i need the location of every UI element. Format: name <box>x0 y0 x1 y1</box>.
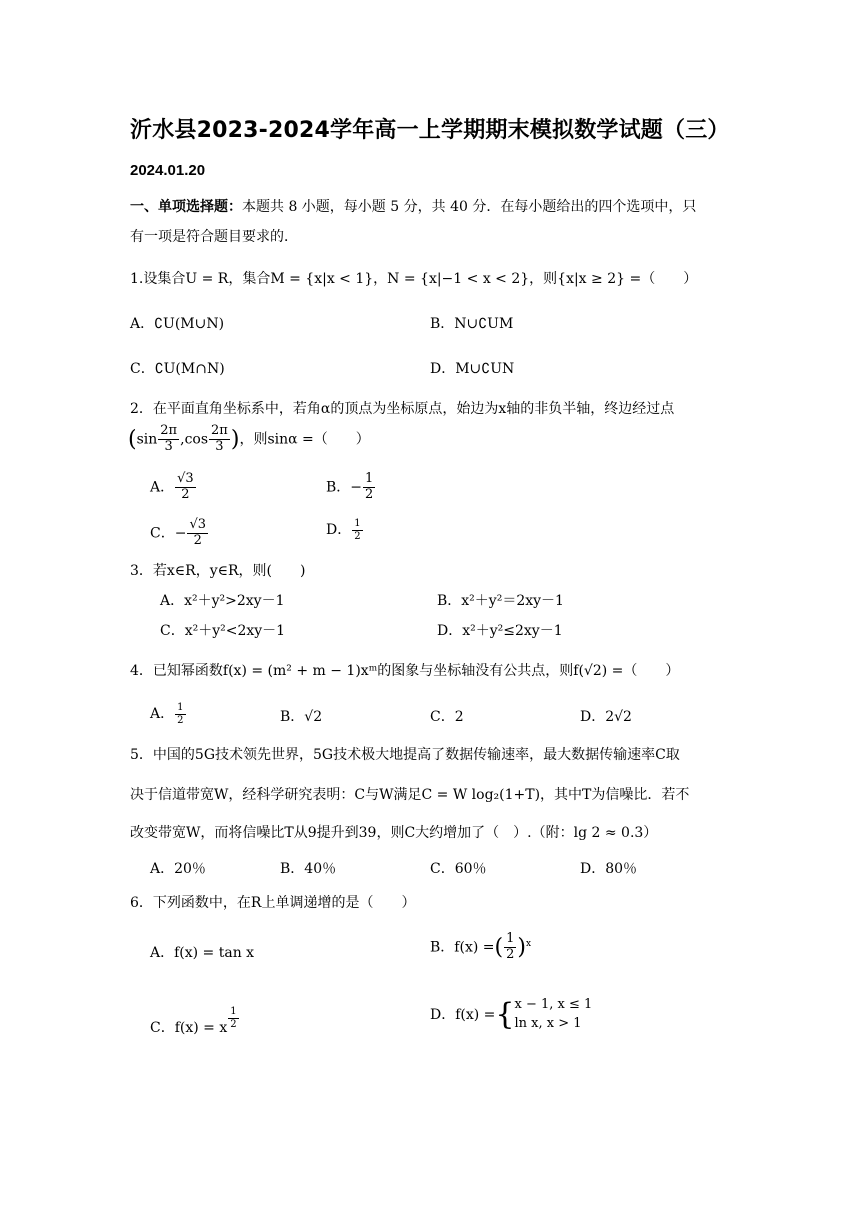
q6-option-d: D．f(x) ={ x − 1, x ≤ 1 ln x, x > 1 <box>430 996 593 1032</box>
q1-option-d: D．M∪∁UN <box>430 361 515 377</box>
q3-stem: 3．若x∈R，y∈R，则( ) <box>130 563 306 579</box>
q3-option-b: B．x²＋y²＝2xy－1 <box>437 593 564 609</box>
document-title: 沂水县2023-2024学年高一上学期期末模拟数学试题（三） <box>130 118 730 143</box>
q3-option-a: A．x²＋y²>2xy－1 <box>160 593 285 609</box>
q2-frac-sin: $\frac{2\pi}{3}$ <box>160 423 178 454</box>
q2-paren-close: ) <box>230 426 240 452</box>
q3-option-d: D．x²＋y²≤2xy－1 <box>437 623 563 639</box>
q5-option-c: C．60％ <box>430 861 487 877</box>
q5-option-d: D．80％ <box>580 861 638 877</box>
q1-option-b: B．N∪∁UM <box>430 316 514 332</box>
q2-option-a: A． $\frac{√3}{2}$ <box>150 471 194 502</box>
section1-desc-line2: 有一项是符合题目要求的． <box>130 229 298 245</box>
q3-option-c: C．x²＋y²<2xy－1 <box>160 623 286 639</box>
section1-label: 一、单项选择题： <box>130 199 242 215</box>
q6-option-b: B．f(x) =( $\frac{1}{2}$ )$^x$ <box>430 931 532 962</box>
q5-line1: 5．中国的5G技术领先世界，5G技术极大地提高了数据传输速率，最大数据传输速率C取 <box>130 747 680 763</box>
q5-option-a: A．20％ <box>150 861 206 877</box>
q4-option-a: A． $\frac{1}{2}$ <box>150 702 184 726</box>
section1-line1 <box>130 196 696 216</box>
q2-comma: , <box>180 431 185 448</box>
q2-stem-line1: 2．在平面直角坐标系中，若角α的顶点为坐标原点，始边为x轴的非负半轴，终边经过点 <box>130 401 675 417</box>
q4-stem: 4．已知幂函数f(x) = (m² + m − 1)xᵐ的图象与坐标轴没有公共点，则f(√2) =（ ） <box>130 663 680 679</box>
q6-option-c: C．f(x) = x $\frac{1}{2}$ <box>150 1006 237 1037</box>
q6-option-a: A．f(x) = tan x <box>150 945 255 961</box>
q2-stem-tail: ，则sinα =（ ） <box>239 431 370 448</box>
q2-option-d: D． $\frac{1}{2}$ <box>326 518 361 542</box>
q5-option-b: B．40％ <box>280 861 337 877</box>
section1-desc-line1: 本题共 8 小题，每小题 5 分，共 40 分．在每小题给出的四个选项中，只 <box>242 199 697 215</box>
document-date: 2024.01.20 <box>130 162 206 179</box>
q4-option-d: D．2√2 <box>580 709 632 725</box>
q1-option-a: A．∁U(M∪N) <box>130 316 225 332</box>
q6-stem: 6．下列函数中，在R上单调递增的是（ ） <box>130 895 416 911</box>
q2-point-line <box>128 424 370 455</box>
q2-frac-cos: $\frac{2\pi}{3}$ <box>211 423 228 454</box>
q5-line2: 决于信道带宽W，经科学研究表明：C与W满足C = W log₂(1+T)，其中T为信噪比．若不 <box>130 787 690 803</box>
q2-sin: sin <box>136 431 158 448</box>
q4-option-b: B．√2 <box>280 709 323 725</box>
q1-option-c: C．∁U(M∩N) <box>130 361 225 377</box>
q4-option-c: C．2 <box>430 709 464 725</box>
q2-paren-open: ( <box>128 426 137 452</box>
q5-line3: 改变带宽W，而将信噪比T从9提升到39，则C大约增加了（ ）.（附：lg 2 ≈ 0.3） <box>130 825 658 841</box>
q2-option-c: C．− $\frac{√3}{2}$ <box>150 517 207 548</box>
q2-cos: cos <box>184 431 209 448</box>
q1-stem: 1.设集合U = R，集合M = {x|x < 1}，N = {x|−1 < x < 2}，则{x|x ≥ 2} =（ ） <box>130 271 698 287</box>
q2-option-b: B．− $\frac{1}{2}$ <box>326 471 374 502</box>
